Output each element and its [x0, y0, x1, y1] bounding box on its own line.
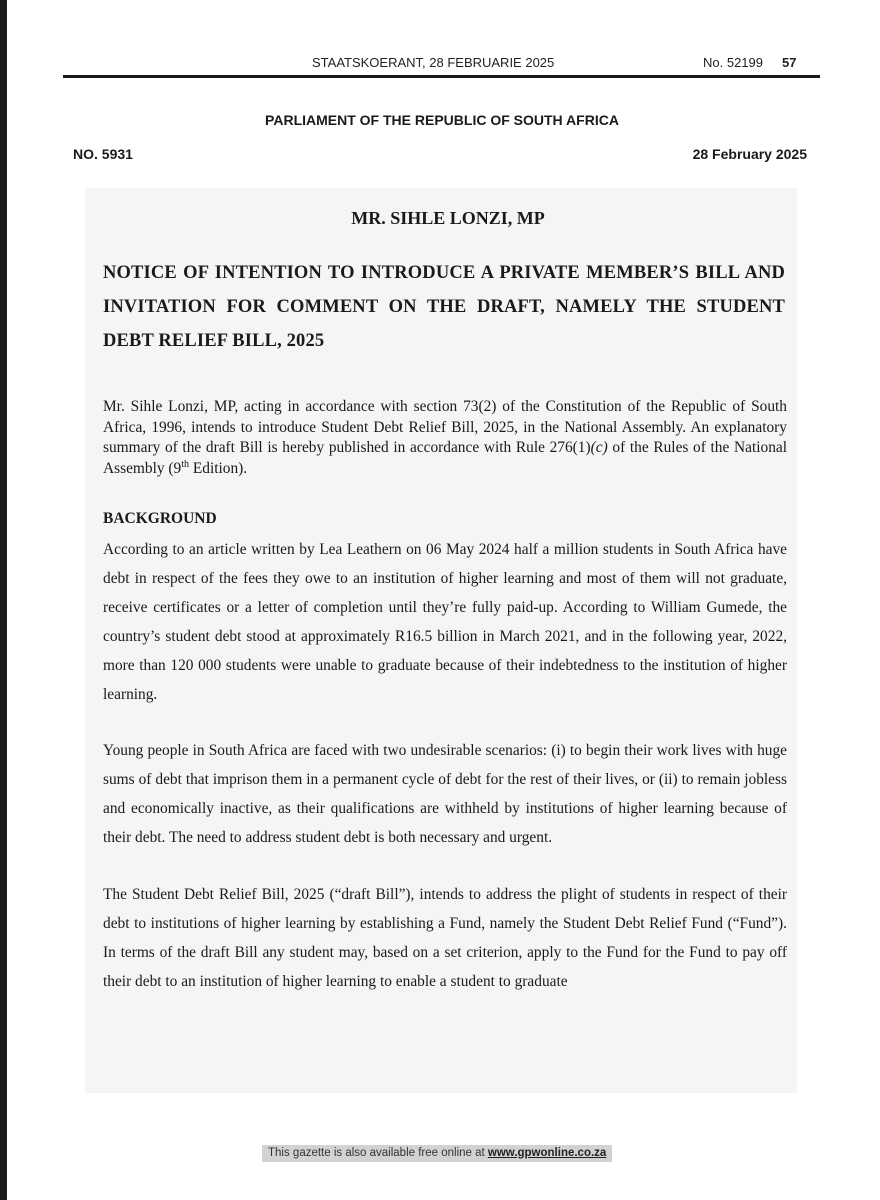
page-number: 57: [782, 55, 797, 70]
notice-number: NO. 5931: [73, 146, 133, 162]
mp-name-heading: MR. SIHLE LONZI, MP: [351, 208, 545, 228]
intro-edition-superscript: th: [181, 458, 190, 470]
gazette-number: No. 52199: [703, 55, 763, 70]
background-paragraph-3: The Student Debt Relief Bill, 2025 (“draft Bill”), intends to address the plight of students in respect of their debt to institutions of higher learning by establishing a Fund, namely the Student Debt Relief Fund (“Fund”). In terms of the draft Bill any student may, based on a set criterion, apply to the Fund for the Fund to pay off their debt to an institution of higher learning to enable a student to graduate: [103, 886, 787, 990]
footer-text: This gazette is also available free online at: [268, 1147, 488, 1159]
page-left-edge: [0, 0, 7, 1200]
notice-date: 28 February 2025: [692, 146, 807, 162]
background-paragraph-1: According to an article written by Lea Leathern on 06 May 2024 half a million students in South Africa have debt in respect of the fees they owe to an institution of higher learning and most of them will not graduate, receive certificates or a letter of completion until they’re fully paid-up. According to William Gumede, the country’s student debt stood at approximately R16.5 billion in March 2021, and in the following year, 2022, more than 120 000 students were unable to graduate because of their indebtedness to the institution of higher learning.: [103, 541, 787, 703]
background-heading: BACKGROUND: [103, 510, 217, 527]
gazette-title: STAATSKOERANT, 28 FEBRUARIE 2025: [312, 55, 555, 70]
intro-paragraph: [103, 397, 787, 479]
gazette-footer: [262, 1145, 612, 1162]
intro-text-part1: Mr. Sihle Lonzi, MP, acting in accordance with section 73(2) of the Constitution of the Republic of South Africa, 1996, intends to introduce Student Debt Relief Bill, 2025, in the National Assembly. An explanatory summary of the draft Bill is hereby published in accordance with Rule 276(1): [103, 398, 787, 456]
header-divider: [63, 75, 820, 78]
footer-url-link[interactable]: www.gpwonline.co.za: [487, 1147, 607, 1159]
intro-rule-letter: (c): [590, 439, 608, 456]
intro-text-part3: Edition).: [189, 459, 248, 477]
issuer-heading: PARLIAMENT OF THE REPUBLIC OF SOUTH AFRICA: [265, 112, 619, 128]
background-paragraph-2: Young people in South Africa are faced with two undesirable scenarios: (i) to begin their work lives with huge sums of debt that imprison them in a permanent cycle of debt for the rest of their lives, or (ii) to remain jobless and economically inactive, as their qualifications are withheld by institutions of higher learning because of their debt. The need to address student debt is both necessary and urgent.: [103, 742, 787, 846]
bill-title: NOTICE OF INTENTION TO INTRODUCE A PRIVATE MEMBER’S BILL AND INVITATION FOR COMMENT ON THE DRAFT, NAMELY THE STUDENT DEBT RELIEF BILL, 2025: [103, 263, 785, 351]
gazette-header: [0, 55, 880, 71]
intro-text-part2: of the Rules of the National Assembly (9: [103, 439, 787, 477]
